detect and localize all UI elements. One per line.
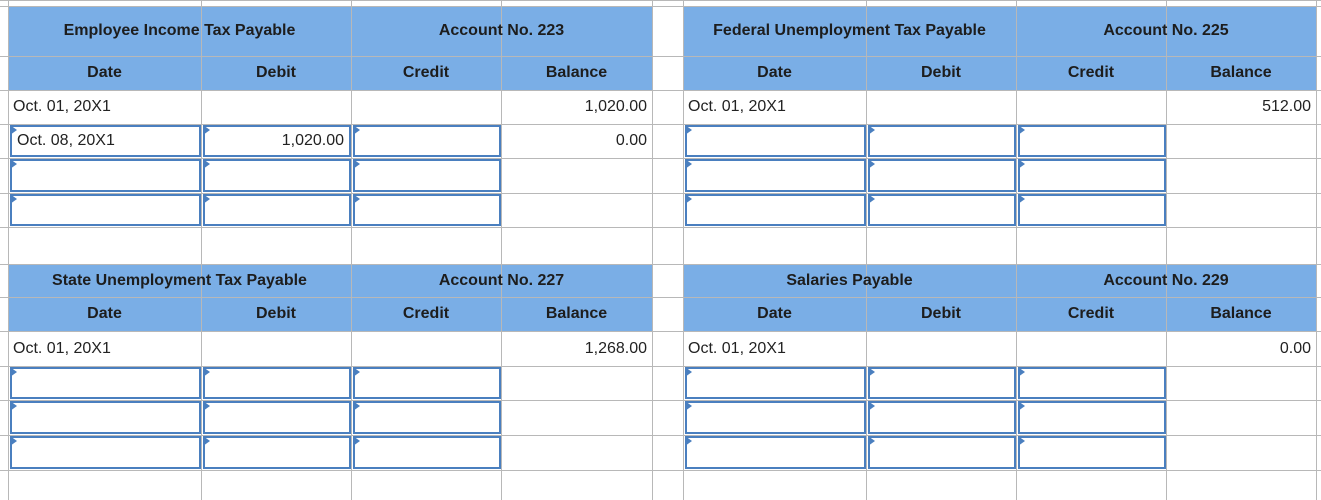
credit-cell	[351, 90, 501, 124]
column-header-date: Date	[87, 64, 122, 81]
balance-cell	[1166, 124, 1316, 158]
column-header-credit: Credit	[1067, 305, 1115, 322]
credit-input[interactable]	[1018, 125, 1166, 157]
balance-cell	[1166, 366, 1316, 400]
date-input[interactable]	[685, 367, 866, 399]
date-input[interactable]	[10, 401, 201, 434]
date-input[interactable]: Oct. 08, 20X1	[10, 125, 201, 157]
credit-input[interactable]	[353, 401, 501, 434]
debit-input[interactable]	[868, 125, 1016, 157]
date-input[interactable]	[685, 125, 866, 157]
credit-input[interactable]	[353, 125, 501, 157]
debit-input[interactable]	[868, 436, 1016, 469]
credit-input[interactable]	[1018, 367, 1166, 399]
column-header-debit: Debit	[921, 305, 961, 322]
column-header-credit: Credit	[402, 64, 450, 81]
column-header-date: Date	[87, 305, 122, 322]
account-2-title: State Unemployment Tax Payable	[52, 271, 307, 289]
date-input[interactable]	[685, 401, 866, 434]
date-input[interactable]	[10, 436, 201, 469]
account-3-number: Account No. 229	[1103, 271, 1229, 289]
date-cell: Oct. 01, 20X1	[13, 339, 111, 357]
date-cell: Oct. 01, 20X1	[688, 339, 786, 357]
debit-input[interactable]	[203, 436, 351, 469]
credit-input[interactable]	[353, 159, 501, 192]
balance-cell	[501, 158, 652, 193]
balance-cell: 1,268.00	[584, 339, 647, 357]
account-1-title: Federal Unemployment Tax Payable	[713, 22, 986, 39]
credit-input[interactable]	[353, 367, 501, 399]
balance-cell	[1166, 435, 1316, 470]
account-2-number: Account No. 227	[438, 271, 565, 289]
grid-hline	[0, 470, 1321, 471]
balance-cell	[501, 435, 652, 470]
date-input[interactable]	[685, 159, 866, 192]
credit-input[interactable]	[1018, 194, 1166, 226]
debit-cell	[866, 331, 1016, 366]
balance-cell	[501, 366, 652, 400]
credit-input[interactable]	[353, 194, 501, 226]
column-header-credit: Credit	[402, 305, 450, 322]
column-header-date: Date	[757, 305, 792, 322]
credit-input[interactable]	[1018, 401, 1166, 434]
debit-input[interactable]	[868, 159, 1016, 192]
grid-vline	[652, 0, 653, 500]
balance-cell	[1166, 193, 1316, 227]
date-input[interactable]	[10, 194, 201, 226]
balance-cell	[1166, 158, 1316, 193]
account-0-title: Employee Income Tax Payable	[63, 22, 296, 39]
debit-input[interactable]	[203, 401, 351, 434]
column-header-debit: Debit	[921, 64, 961, 81]
balance-cell	[501, 400, 652, 435]
column-header-balance: Balance	[1210, 305, 1272, 322]
debit-input[interactable]	[868, 194, 1016, 226]
account-1-number: Account No. 225	[1103, 22, 1229, 39]
debit-input[interactable]	[203, 159, 351, 192]
date-input[interactable]	[685, 436, 866, 469]
date-cell: Oct. 01, 20X1	[13, 98, 111, 115]
balance-cell: 512.00	[1262, 98, 1311, 115]
balance-cell: 0.00	[615, 132, 647, 149]
credit-input[interactable]	[353, 436, 501, 469]
column-header-debit: Debit	[256, 64, 296, 81]
debit-input[interactable]	[203, 194, 351, 226]
credit-cell	[351, 331, 501, 366]
grid-hline	[0, 0, 1321, 1]
column-header-debit: Debit	[256, 305, 296, 322]
credit-cell	[1016, 331, 1166, 366]
date-input[interactable]	[10, 367, 201, 399]
account-3-title: Salaries Payable	[786, 271, 913, 289]
debit-cell	[866, 90, 1016, 124]
credit-input[interactable]	[1018, 159, 1166, 192]
column-header-credit: Credit	[1067, 64, 1115, 81]
debit-cell	[201, 331, 351, 366]
credit-input[interactable]	[1018, 436, 1166, 469]
debit-input[interactable]	[203, 367, 351, 399]
debit-input[interactable]	[868, 401, 1016, 434]
column-header-balance: Balance	[545, 305, 608, 322]
account-0-number: Account No. 223	[438, 22, 565, 39]
debit-cell	[201, 90, 351, 124]
column-header-balance: Balance	[545, 64, 608, 81]
balance-cell: 0.00	[1279, 339, 1311, 357]
date-input[interactable]	[685, 194, 866, 226]
balance-cell: 1,020.00	[584, 98, 647, 115]
grid-hline	[0, 227, 1321, 228]
debit-input[interactable]	[868, 367, 1016, 399]
column-header-balance: Balance	[1210, 64, 1272, 81]
column-header-date: Date	[757, 64, 792, 81]
debit-input[interactable]: 1,020.00	[203, 125, 351, 157]
date-input[interactable]	[10, 159, 201, 192]
balance-cell	[501, 193, 652, 227]
date-cell: Oct. 01, 20X1	[688, 98, 786, 115]
balance-cell	[1166, 400, 1316, 435]
credit-cell	[1016, 90, 1166, 124]
grid-vline	[1316, 0, 1317, 500]
